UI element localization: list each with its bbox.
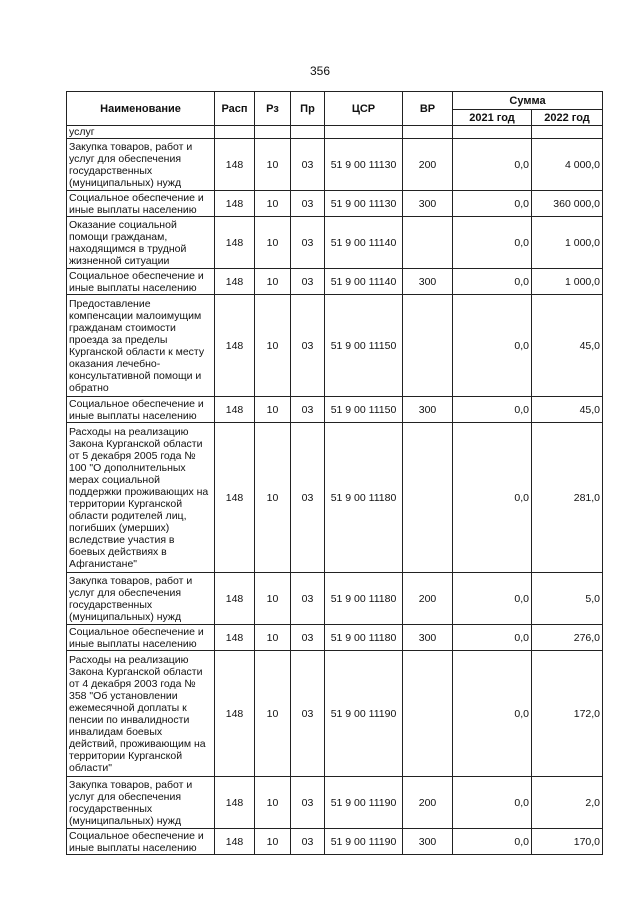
cell-2021: 0,0 [453,651,532,777]
cell-csr: 51 9 00 11190 [325,651,403,777]
cell-name: Социальное обеспечение и иные выплаты населению [67,625,215,651]
cell-csr: 51 9 00 11140 [325,217,403,269]
table-row [67,269,603,295]
cell-pr: 03 [291,777,325,829]
cell-csr: 51 9 00 11190 [325,829,403,855]
header-rz: Рз [255,92,291,126]
cell-2021: 0,0 [453,423,532,573]
table-row [67,191,603,217]
cell-2022: 281,0 [532,423,603,573]
cell-2022: 45,0 [532,295,603,397]
cell-vr: 300 [403,397,453,423]
cell-pr: 03 [291,423,325,573]
cell-rz: 10 [255,139,291,191]
cell-csr: 51 9 00 11150 [325,397,403,423]
cell-csr: 51 9 00 11150 [325,295,403,397]
table-row [67,139,603,191]
cell-vr: 300 [403,829,453,855]
cell-2021: 0,0 [453,269,532,295]
cell-name: Социальное обеспечение и иные выплаты населению [67,269,215,295]
cell-2022: 1 000,0 [532,269,603,295]
header-csr: ЦСР [325,92,403,126]
cell-rz: 10 [255,295,291,397]
cell-pr: 03 [291,191,325,217]
table-row [67,651,603,777]
header-year-2022: 2022 год [532,110,603,126]
header-year-2021: 2021 год [453,110,532,126]
cell-rasp: 148 [215,191,255,217]
cell-2021: 0,0 [453,829,532,855]
cell-name: Социальное обеспечение и иные выплаты населению [67,397,215,423]
table-row [67,423,603,573]
cell-2021: 0,0 [453,625,532,651]
cell-rz: 10 [255,191,291,217]
cell-2022: 1 000,0 [532,217,603,269]
cell-rz: 10 [255,777,291,829]
table-row [67,217,603,269]
cell-vr: 200 [403,139,453,191]
cell-vr [403,423,453,573]
cell-csr: 51 9 00 11180 [325,573,403,625]
continuation-text: услуг [67,126,215,139]
cell-2021: 0,0 [453,191,532,217]
table-row [67,777,603,829]
cell-rasp: 148 [215,139,255,191]
cell-pr: 03 [291,139,325,191]
cell-rz: 10 [255,269,291,295]
cell-name: Предоставление компенсации малоимущим гражданам стоимости проезда за пределы Курганской области к месту оказания лечебно-консультативной помощи и обратно [67,295,215,397]
cell-rz: 10 [255,397,291,423]
cell-rasp: 148 [215,573,255,625]
cell-vr [403,651,453,777]
cell-rasp: 148 [215,651,255,777]
budget-table [66,91,603,855]
cell-csr: 51 9 00 11140 [325,269,403,295]
table-row [67,625,603,651]
header-name: Наименование [67,92,215,126]
cell-rasp: 148 [215,625,255,651]
cell-name: Оказание социальной помощи гражданам, находящимся в трудной жизненной ситуации [67,217,215,269]
cell-2022: 4 000,0 [532,139,603,191]
cell-rasp: 148 [215,777,255,829]
cell-vr: 300 [403,191,453,217]
table-row [67,397,603,423]
header-pr: Пр [291,92,325,126]
header-sum: Сумма [453,92,603,110]
cell-2022: 276,0 [532,625,603,651]
table-row [67,573,603,625]
cell-vr: 300 [403,269,453,295]
cell-csr: 51 9 00 11130 [325,191,403,217]
cell-pr: 03 [291,829,325,855]
cell-pr: 03 [291,397,325,423]
header-rasp: Расп [215,92,255,126]
cell-name: Расходы на реализацию Закона Курганской области от 4 декабря 2003 года № 358 "Об установлении ежемесячной доплаты к пенсии по инвалидности инвалидам боевых действий, проживающим на территории Курганской области" [67,651,215,777]
cell-rasp: 148 [215,397,255,423]
cell-rz: 10 [255,573,291,625]
cell-rasp: 148 [215,295,255,397]
cell-2022: 172,0 [532,651,603,777]
cell-csr: 51 9 00 11180 [325,625,403,651]
cell-rz: 10 [255,423,291,573]
cell-rasp: 148 [215,829,255,855]
cell-pr: 03 [291,295,325,397]
cell-name: Закупка товаров, работ и услуг для обеспечения государственных (муниципальных) нужд [67,139,215,191]
cell-pr: 03 [291,651,325,777]
cell-2022: 170,0 [532,829,603,855]
cell-name: Закупка товаров, работ и услуг для обеспечения государственных (муниципальных) нужд [67,777,215,829]
cell-rz: 10 [255,217,291,269]
cell-2021: 0,0 [453,777,532,829]
cell-name: Расходы на реализацию Закона Курганской области от 5 декабря 2005 года № 100 "О дополнительных мерах социальной поддержки проживающих на территории Курганской области родителей лиц, погибших (умерших) вследствие участия в боевых действиях в Афганистане" [67,423,215,573]
cell-rz: 10 [255,651,291,777]
cell-name: Социальное обеспечение и иные выплаты населению [67,829,215,855]
cell-name: Социальное обеспечение и иные выплаты населению [67,191,215,217]
cell-2021: 0,0 [453,139,532,191]
cell-csr: 51 9 00 11130 [325,139,403,191]
cell-pr: 03 [291,573,325,625]
cell-2021: 0,0 [453,573,532,625]
cell-rasp: 148 [215,217,255,269]
table-row [67,829,603,855]
cell-rz: 10 [255,829,291,855]
table-row [67,295,603,397]
cell-2022: 360 000,0 [532,191,603,217]
cell-pr: 03 [291,217,325,269]
cell-csr: 51 9 00 11180 [325,423,403,573]
cell-rasp: 148 [215,269,255,295]
header-vr: ВР [403,92,453,126]
cell-pr: 03 [291,269,325,295]
cell-2021: 0,0 [453,295,532,397]
cell-vr [403,217,453,269]
cell-2022: 2,0 [532,777,603,829]
page-number: 356 [309,64,331,78]
cell-vr [403,295,453,397]
cell-2021: 0,0 [453,397,532,423]
cell-2022: 5,0 [532,573,603,625]
cell-pr: 03 [291,625,325,651]
cell-rasp: 148 [215,423,255,573]
cell-name: Закупка товаров, работ и услуг для обеспечения государственных (муниципальных) нужд [67,573,215,625]
cell-vr: 200 [403,573,453,625]
continuation-row [67,126,603,139]
cell-2022: 45,0 [532,397,603,423]
cell-2021: 0,0 [453,217,532,269]
cell-vr: 300 [403,625,453,651]
cell-vr: 200 [403,777,453,829]
cell-csr: 51 9 00 11190 [325,777,403,829]
cell-rz: 10 [255,625,291,651]
